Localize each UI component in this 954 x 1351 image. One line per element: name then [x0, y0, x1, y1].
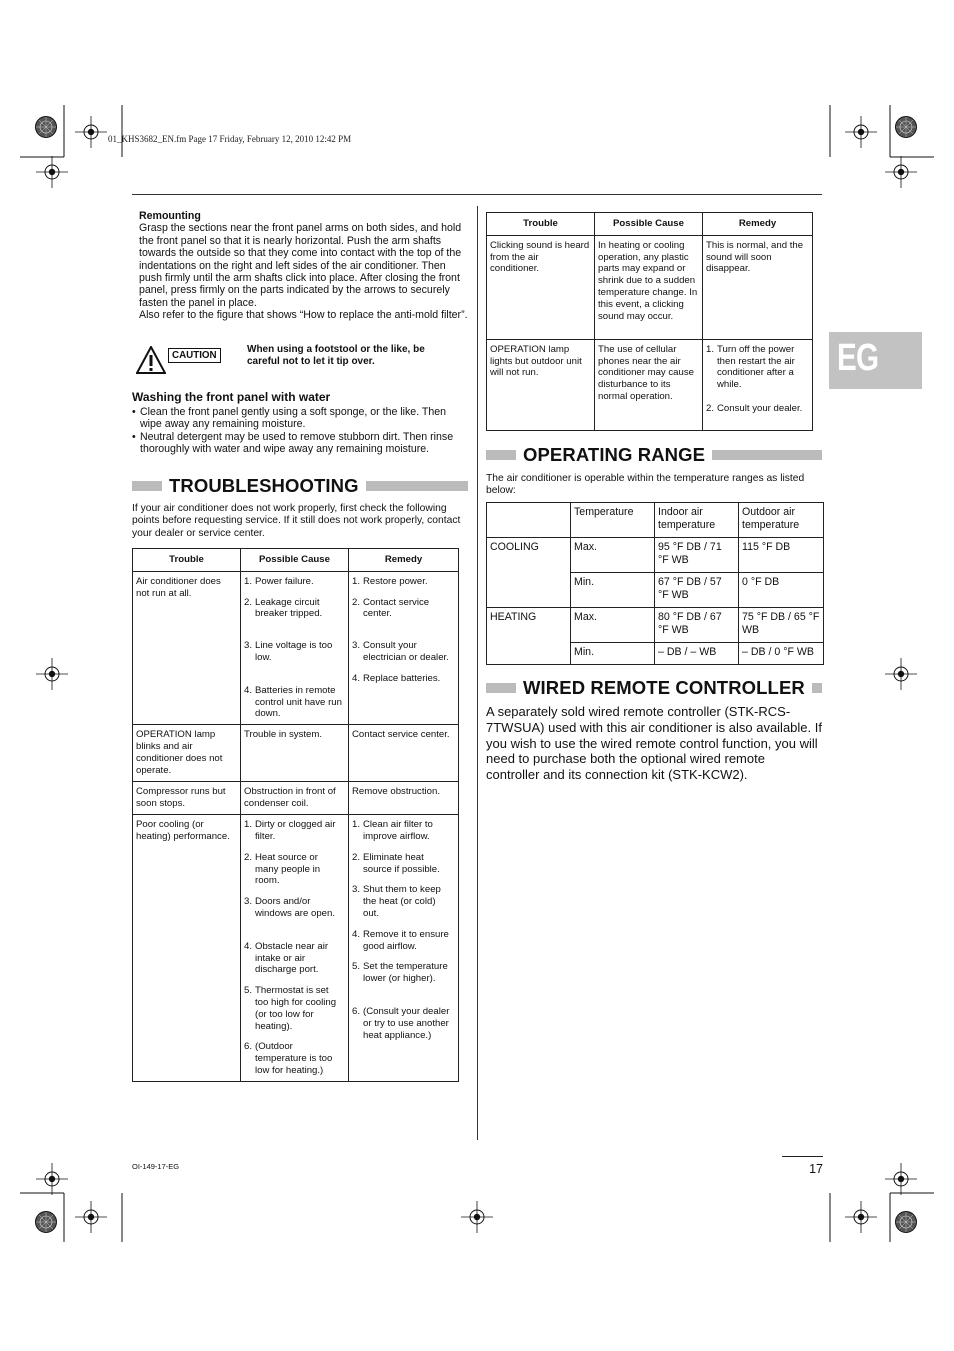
cause-cell: Obstruction in front of condenser coil.	[241, 782, 349, 815]
remedy-cell: Remove obstruction.	[349, 782, 459, 815]
trouble-cell: Air conditioner does not run at all.	[133, 571, 241, 724]
header-blank	[487, 503, 571, 538]
table-row	[487, 608, 824, 643]
heading-bar	[712, 450, 822, 460]
language-tab	[829, 332, 922, 389]
table-row	[487, 339, 813, 430]
outdoor-value: 0 °F DB	[739, 573, 824, 608]
trouble-cell: OPERATION lamp lights but outdoor unit will not run.	[487, 339, 595, 430]
table-row	[133, 571, 459, 724]
trouble-cell: Clicking sound is heard from the air conditioner.	[487, 235, 595, 339]
outdoor-value: 115 °F DB	[739, 538, 824, 573]
cause-cell: 1. Power failure. 2. Leakage circuit breaker tripped. 3. Line voltage is too low. 4. Batteries in remote control unit have run down.	[241, 571, 349, 724]
trouble-cell: Poor cooling (or heating) performance.	[133, 815, 241, 1082]
outdoor-value: – DB / 0 °F WB	[739, 643, 824, 665]
table-row	[133, 782, 459, 815]
remounting-note: Also refer to the figure that shows “How to replace the anti-mold filter”.	[139, 309, 468, 322]
trouble-cell: Compressor runs but soon stops.	[133, 782, 241, 815]
washing-section	[132, 390, 468, 456]
remounting-section	[132, 210, 468, 322]
troubleshooting-table	[132, 548, 459, 1082]
mode-heating: HEATING	[487, 608, 571, 665]
header-cause: Possible Cause	[241, 549, 349, 572]
remedy-cell: Contact service center.	[349, 725, 459, 782]
header-outdoor: Outdoor air temperature	[739, 503, 824, 538]
trouble-cell: OPERATION lamp blinks and air conditioner does not operate.	[133, 725, 241, 782]
heading-bar	[486, 450, 516, 460]
header-temperature: Temperature	[571, 503, 655, 538]
caution-text: When using a footstool or the like, be careful not to let it tip over.	[247, 344, 425, 368]
indoor-value: – DB / – WB	[655, 643, 739, 665]
table-row	[133, 815, 459, 1082]
troubleshooting-intro: If your air conditioner does not work properly, first check the following points before requesting service. If it still does not work properly, contact your dealer or service center.	[132, 503, 461, 539]
file-header-line: 01_KHS3682_EN.fm Page 17 Friday, February 12, 2010 12:42 PM	[108, 134, 352, 144]
limit-min: Min.	[571, 573, 655, 608]
remounting-title: Remounting	[139, 210, 201, 222]
table-row	[487, 538, 824, 573]
table-row	[133, 725, 459, 782]
limit-min: Min.	[571, 643, 655, 665]
cause-cell: The use of cellular phones near the air conditioner may cause disturbance to its normal operation.	[595, 339, 703, 430]
header-remedy: Remedy	[703, 213, 813, 236]
header-remedy: Remedy	[349, 549, 459, 572]
washing-bullet: • Neutral detergent may be used to remove stubborn dirt. Then rinse thoroughly with water and wipe away any remaining moisture.	[132, 431, 468, 456]
heading-bar	[366, 481, 468, 491]
wired-remote-title: WIRED REMOTE CONTROLLER	[523, 677, 805, 698]
header-trouble: Trouble	[487, 213, 595, 236]
cause-cell: Trouble in system.	[241, 725, 349, 782]
remedy-cell: 1. Clean air filter to improve airflow. 2. Eliminate heat source if possible. 3. Shut them to keep the heat (or cold) out. 4. Remove it to ensure good airflow. 5. Set the temperature lower (or higher). 6. (Consult your dealer or try to use another heat appliance.)	[349, 815, 459, 1082]
wired-remote-body: A separately sold wired remote controller (STK-RCS-7TWSUA) used with this air conditioner is also available. If you wish to use the wired remote control function, you will need to purchase both the optional wired remote controller and its connection kit (STK-KCW2).	[486, 704, 822, 783]
header-trouble: Trouble	[133, 549, 241, 572]
header-cause: Possible Cause	[595, 213, 703, 236]
wired-remote-heading	[486, 678, 822, 698]
caution-box	[136, 344, 466, 376]
heading-bar	[132, 481, 162, 491]
table-header-row	[487, 213, 813, 236]
operating-range-intro: The air conditioner is operable within the temperature ranges as listed below:	[486, 473, 805, 497]
operating-range-table	[486, 502, 824, 665]
warning-triangle-icon	[136, 346, 166, 374]
remedy-cell: This is normal, and the sound will soon disappear.	[703, 235, 813, 339]
heading-bar	[486, 683, 516, 693]
indoor-value: 80 °F DB / 67 °F WB	[655, 608, 739, 643]
troubleshooting-heading	[132, 476, 468, 496]
outdoor-value: 75 °F DB / 65 °F WB	[739, 608, 824, 643]
column-divider	[477, 206, 478, 1140]
limit-max: Max.	[571, 608, 655, 643]
operating-range-heading	[486, 445, 822, 465]
table-header-row	[133, 549, 459, 572]
remounting-body: Grasp the sections near the front panel arms on both sides, and hold the front panel so that it is nearly horizontal. Push the arm shafts towards the outside so that they come into contact with the top of the indentations on the right and left sides of the air conditioner. Then push firmly until the arm shafts click into place. After closing the front panel, press firmly on the parts indicated by the arrows to securely fasten the panel in place.	[139, 222, 462, 309]
operating-range-title: OPERATING RANGE	[523, 444, 706, 465]
limit-max: Max.	[571, 538, 655, 573]
page-number: 17	[782, 1156, 823, 1176]
caution-label: CAUTION	[168, 348, 221, 363]
heading-bar	[812, 683, 822, 693]
remedy-cell: 1. Turn off the power then restart the air conditioner after a while. 2. Consult your dealer.	[703, 339, 813, 430]
table-header-row	[487, 503, 824, 538]
language-tab-label: EG	[837, 337, 879, 379]
table-row	[487, 235, 813, 339]
cause-cell: In heating or cooling operation, any plastic parts may expand or shrink due to a sudden temperature change. In this event, a clicking sound may occur.	[595, 235, 703, 339]
document-code: OI-149-17-EG	[132, 1162, 180, 1171]
washing-bullet: • Clean the front panel gently using a soft sponge, or the like. Then wipe away any remaining moisture.	[132, 406, 468, 431]
mode-cooling: COOLING	[487, 538, 571, 608]
washing-title: Washing the front panel with water	[132, 390, 331, 404]
top-rule	[132, 194, 822, 195]
cause-cell: 1. Dirty or clogged air filter. 2. Heat source or many people in room. 3. Doors and/or windows are open. 4. Obstacle near air intake or air discharge port. 5. Thermostat is set too high for cooling (or too low for heating). 6. (Outdoor temperature is too low for heating.)	[241, 815, 349, 1082]
indoor-value: 95 °F DB / 71 °F WB	[655, 538, 739, 573]
remedy-cell: 1. Restore power. 2. Contact service center. 3. Consult your electrician or dealer. 4. Replace batteries.	[349, 571, 459, 724]
indoor-value: 67 °F DB / 57 °F WB	[655, 573, 739, 608]
header-indoor: Indoor air temperature	[655, 503, 739, 538]
troubleshooting-title: TROUBLESHOOTING	[169, 475, 359, 496]
troubleshooting-table-continued	[486, 212, 813, 431]
